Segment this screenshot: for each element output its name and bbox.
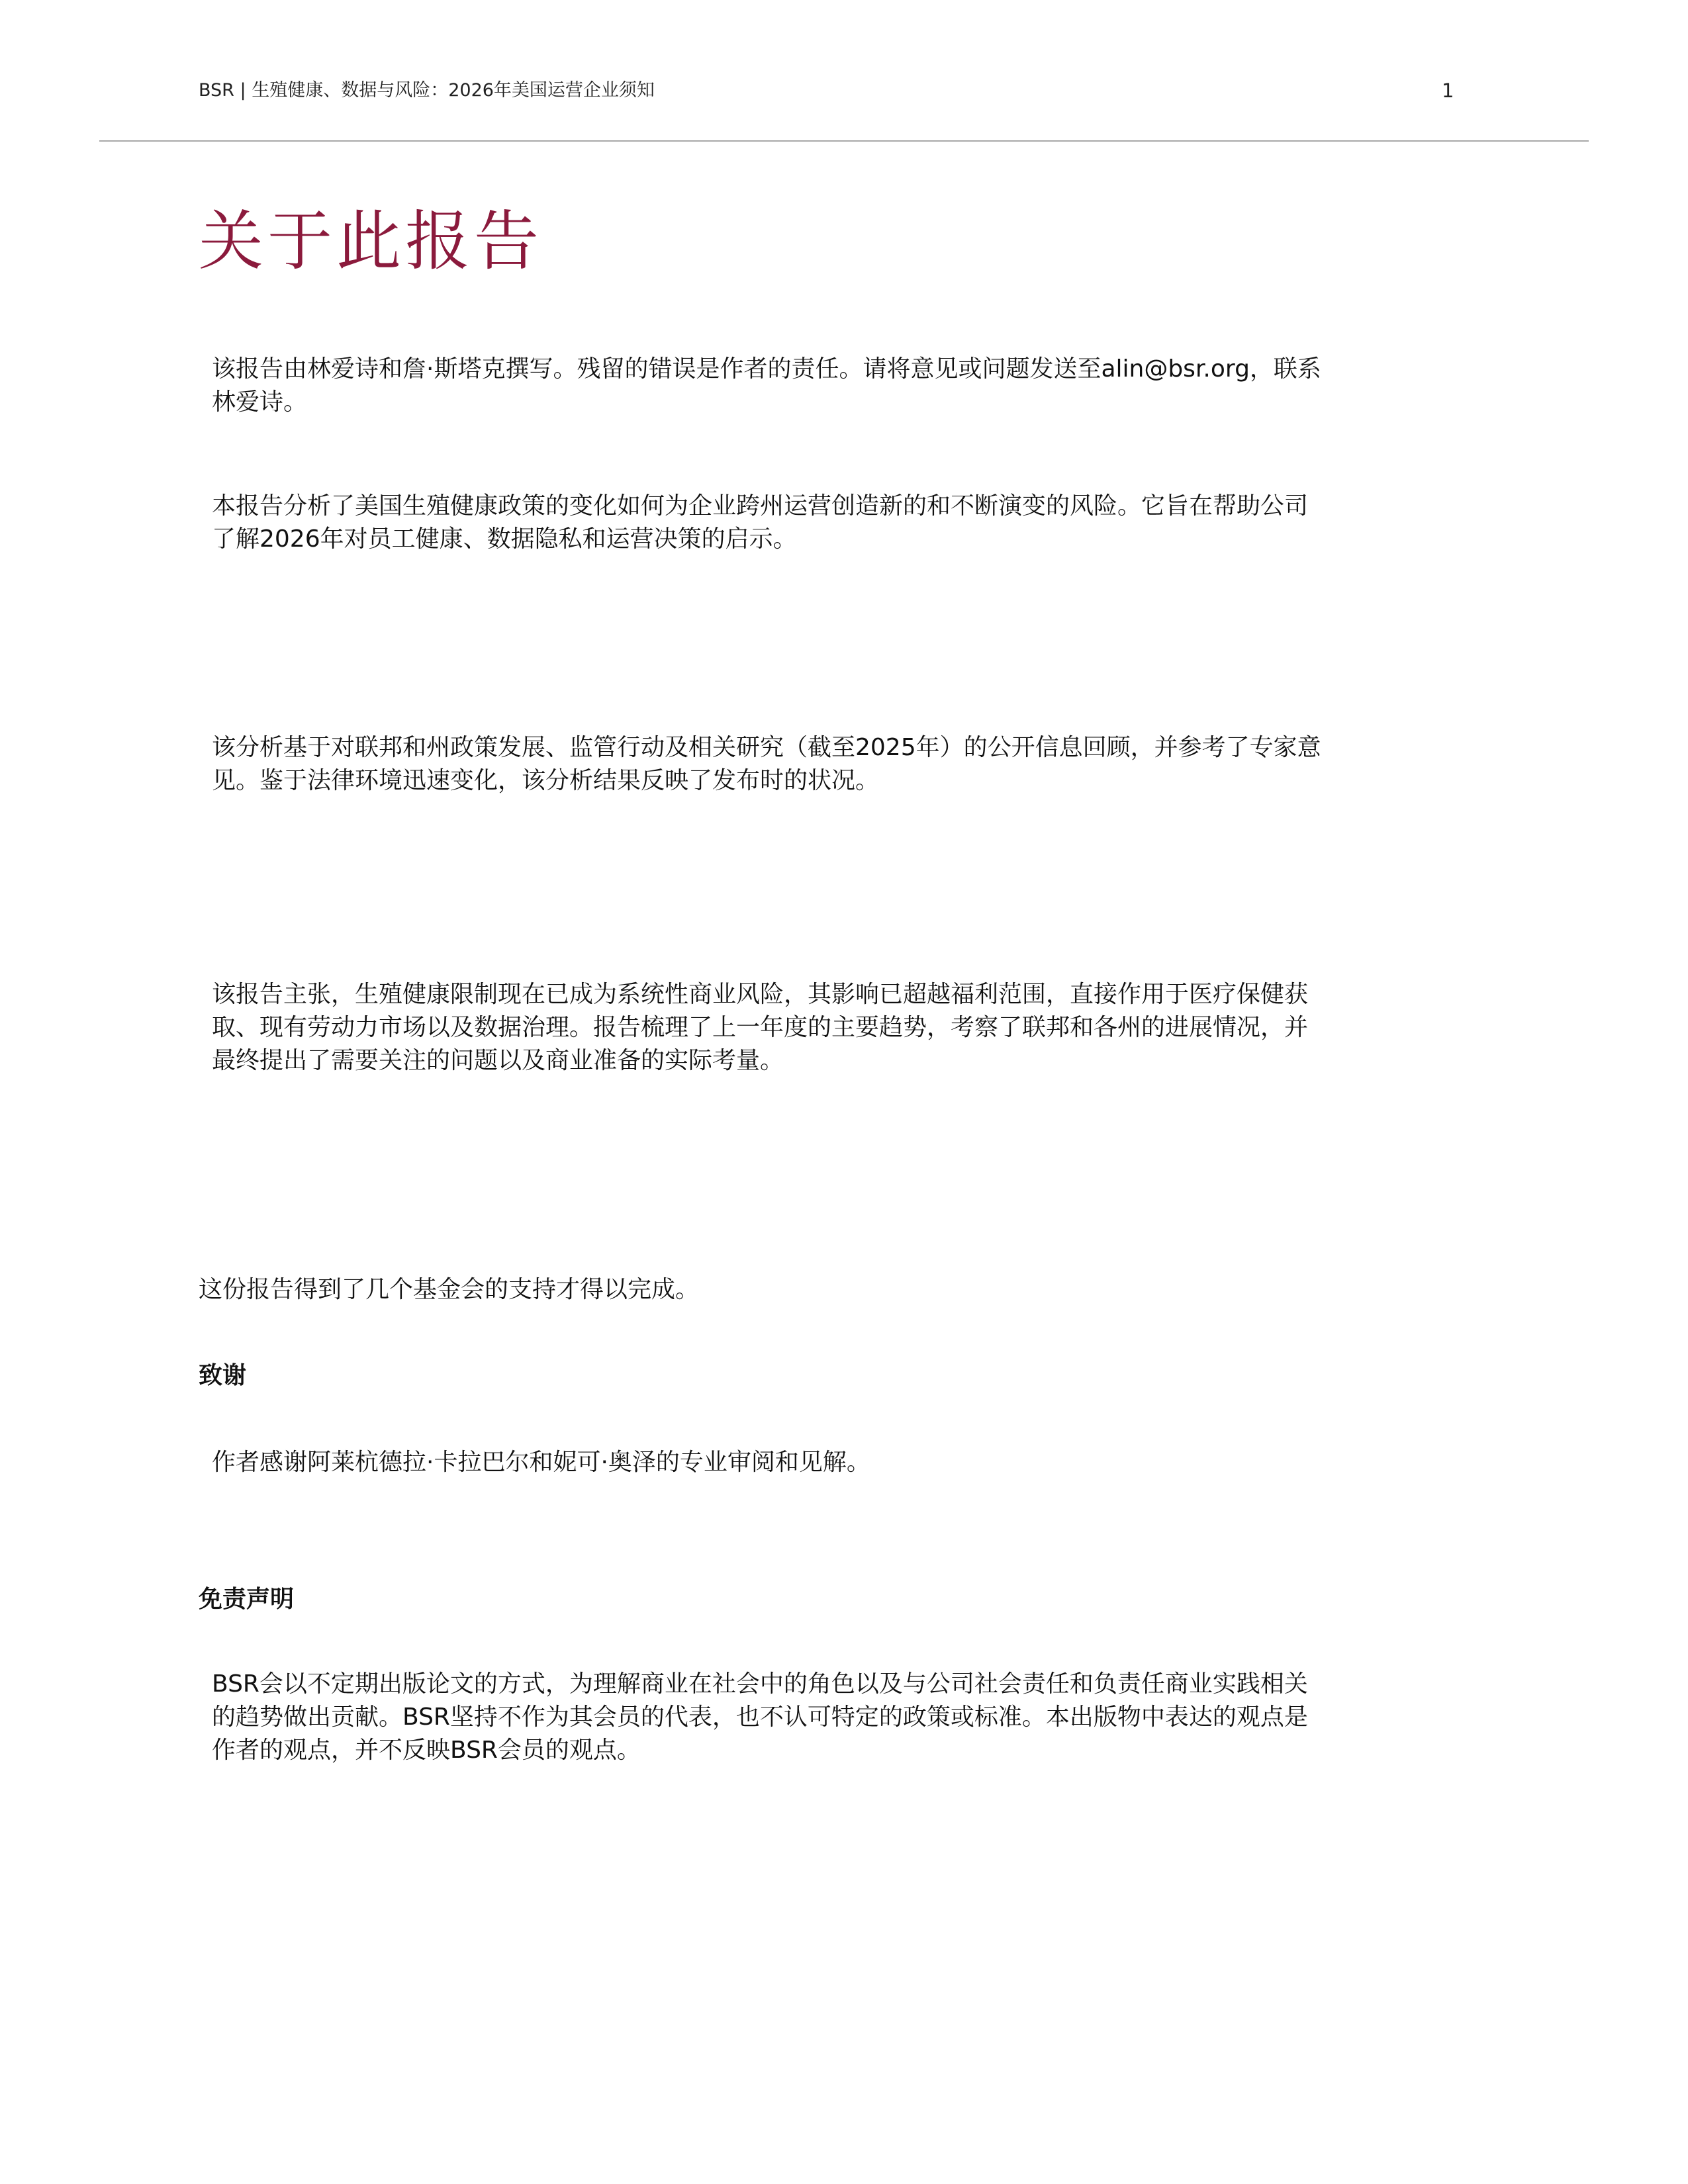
argument-paragraph [212, 978, 1489, 1077]
paragraph-line: 了解2026年对员工健康、数据隐私和运营决策的启示。 [212, 525, 797, 553]
paragraph-line: 最终提出了需要关注的问题以及商业准备的实际考量。 [212, 1047, 784, 1074]
running-header: BSR | 生殖健康、数据与风险：2026年美国运营企业须知 [199, 80, 655, 101]
paragraph-line: 作者的观点，并不反映BSR会员的观点。 [212, 1737, 641, 1764]
paragraph-line: 林爱诗。 [212, 388, 308, 416]
page-title: 关于此报告 [199, 204, 543, 279]
acknowledgements-text: 作者感谢阿莱杭德拉·卡拉巴尔和妮可·奥泽的专业审阅和见解。 [212, 1449, 870, 1476]
paragraph-line: 取、现有劳动力市场以及数据治理。报告梳理了上一年度的主要趋势，考察了联邦和各州的进展情况，并 [212, 1014, 1309, 1041]
scope-paragraph [212, 490, 1489, 556]
paragraph-line: 的趋势做出贡献。BSR坚持不作为其会员的代表，也不认可特定的政策或标准。本出版物中表达的观点是 [212, 1704, 1308, 1731]
paragraph-line: 该报告主张，生殖健康限制现在已成为系统性商业风险，其影响已超越福利范围，直接作用于医疗保健获 [212, 981, 1309, 1008]
page-number: 1 [1442, 79, 1454, 102]
paragraph-line: BSR会以不定期出版论文的方式，为理解商业在社会中的角色以及与公司社会责任和负责任商业实践相关 [212, 1670, 1308, 1698]
disclaimer-paragraph [212, 1668, 1489, 1767]
paragraph-line: 本报告分析了美国生殖健康政策的变化如何为企业跨州运营创造新的和不断演变的风险。它旨在帮助公司 [212, 492, 1309, 520]
header-divider [99, 140, 1589, 142]
paragraph-line: 见。鉴于法律环境迅速变化，该分析结果反映了发布时的状况。 [212, 767, 880, 794]
disclaimer-heading: 免责声明 [199, 1586, 295, 1613]
paragraph-line: 该报告由林爱诗和詹·斯塔克撰写。残留的错误是作者的责任。请将意见或问题发送至alin@bsr.org，联系 [212, 355, 1321, 383]
methodology-paragraph [212, 731, 1489, 797]
funding-note: 这份报告得到了几个基金会的支持才得以完成。 [199, 1276, 700, 1303]
authors-paragraph [212, 353, 1489, 419]
paragraph-line: 该分析基于对联邦和州政策发展、监管行动及相关研究（截至2025年）的公开信息回顾，并参考了专家意 [212, 734, 1321, 761]
acknowledgements-heading: 致谢 [199, 1362, 247, 1389]
